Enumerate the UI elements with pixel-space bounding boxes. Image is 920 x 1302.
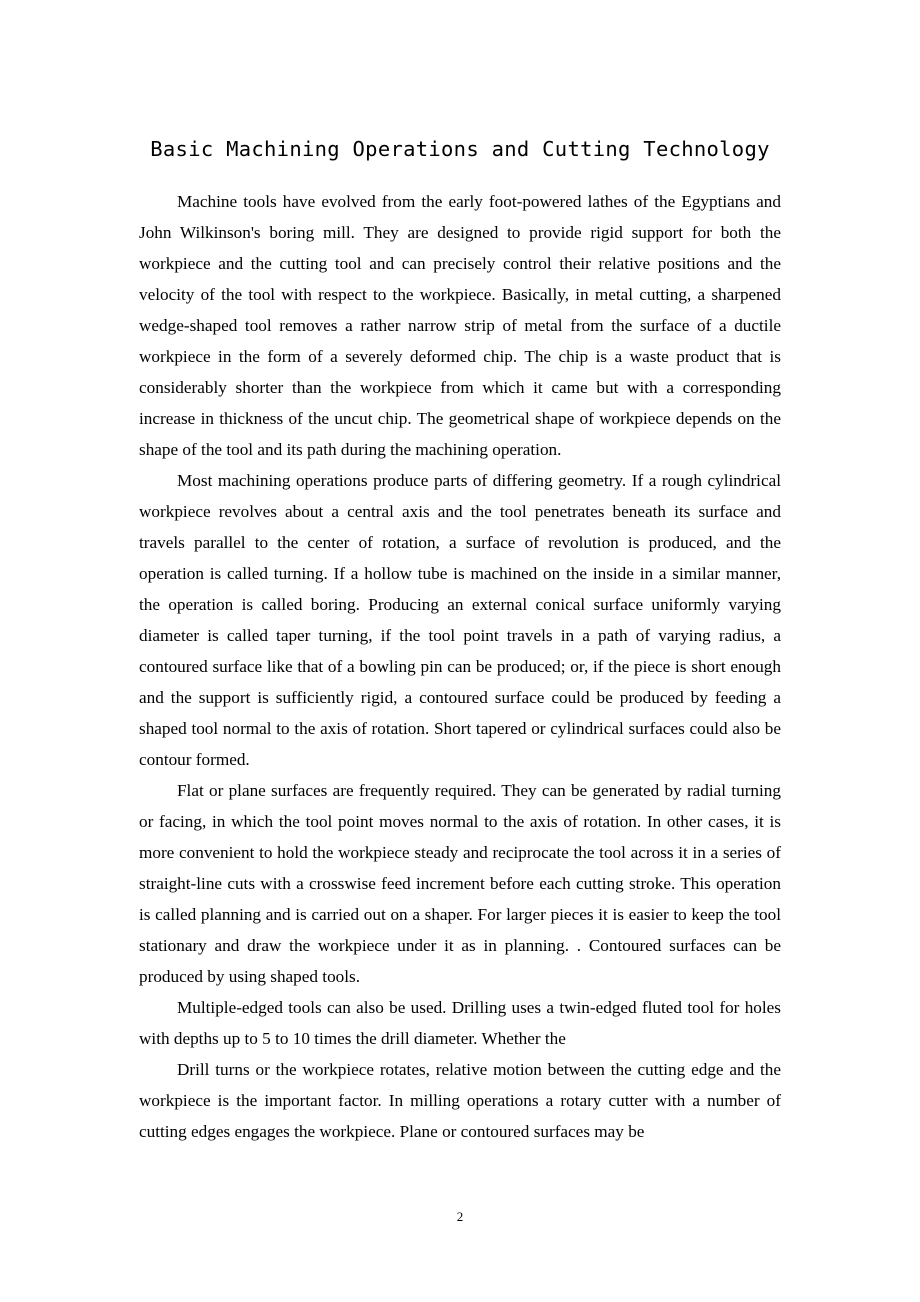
paragraph-4: Multiple-edged tools can also be used. Drilling uses a twin-edged fluted tool for holes with depths up to 5 to 10 times the drill diameter. Whether the (139, 998, 781, 1048)
paragraph-1: Machine tools have evolved from the early foot-powered lathes of the Egyptians and John Wilkinson's boring mill. They are designed to provide rigid support for both the workpiece and the cutting tool and can precisely control their relative positions and the velocity of the tool with respect to the workpiece. Basically, in metal cutting, a sharpened wedge-shaped tool removes a rather narrow strip of metal from the surface of a ductile workpiece in the form of a severely deformed chip. The chip is a waste product that is considerably shorter than the workpiece from which it came but with a corresponding increase in thickness of the uncut chip. The geometrical shape of workpiece depends on the shape of the tool and its path during the machining operation. (139, 192, 781, 459)
paragraph-3: Flat or plane surfaces are frequently required. They can be generated by radial turning or facing, in which the tool point moves normal to the axis of rotation. In other cases, it is more convenient to hold the workpiece steady and reciprocate the tool across it in a series of straight-line cuts with a crosswise feed increment before each cutting stroke. This operation is called planning and is carried out on a shaper. For larger pieces it is easier to keep the tool stationary and draw the workpiece under it as in planning. . Contoured surfaces can be produced by using shaped tools. (139, 781, 781, 986)
document-title: Basic Machining Operations and Cutting Technology (150, 137, 770, 161)
paragraph-5: Drill turns or the workpiece rotates, relative motion between the cutting edge and the workpiece is the important factor. In milling operations a rotary cutter with a number of cutting edges engages the workpiece. Plane or contoured surfaces may be (139, 1060, 781, 1141)
paragraph-2: Most machining operations produce parts of differing geometry. If a rough cylindrical workpiece revolves about a central axis and the tool penetrates beneath its surface and travels parallel to the center of rotation, a surface of revolution is produced, and the operation is called turning. If a hollow tube is machined on the inside in a similar manner, the operation is called boring. Producing an external conical surface uniformly varying diameter is called taper turning, if the tool point travels in a path of varying radius, a contoured surface like that of a bowling pin can be produced; or, if the piece is short enough and the support is sufficiently rigid, a contoured surface could be produced by feeding a shaped tool normal to the axis of rotation. Short tapered or cylindrical surfaces could also be contour formed. (139, 471, 781, 769)
page-number: 2 (456, 1209, 464, 1224)
document-body (139, 186, 781, 1147)
